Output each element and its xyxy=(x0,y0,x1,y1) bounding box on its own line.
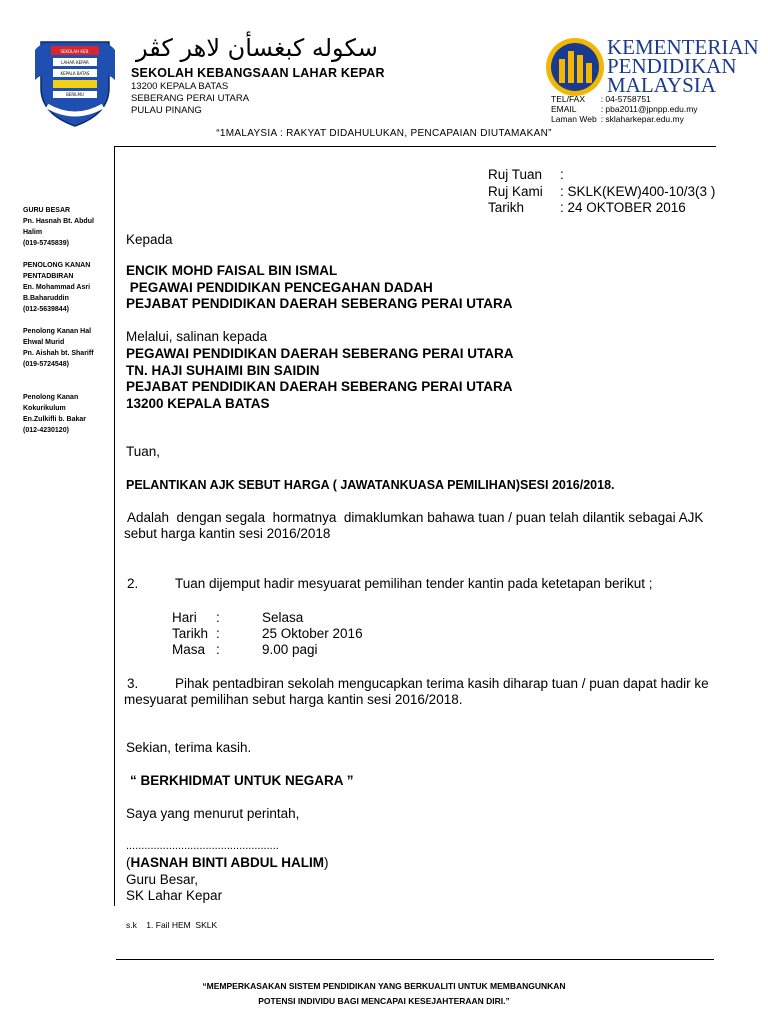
ministry-line-2: PENDIDIKAN xyxy=(607,54,737,78)
sidebar-phone: (012-5639844) xyxy=(23,306,69,313)
para2-text: Tuan dijemput hadir mesyuarat pemilihan tender kantin pada ketetapan berikut ; xyxy=(175,576,653,591)
crest-text-4: BERILMU xyxy=(66,92,84,97)
recipient-block xyxy=(126,263,513,313)
ministry-name xyxy=(607,35,759,97)
sidebar-name: Pn. Hasnah Bt. Abdul Halim xyxy=(23,218,94,236)
meeting-label: Hari xyxy=(172,610,197,625)
signer-school: SK Lahar Kepar xyxy=(126,888,223,903)
meeting-value: Selasa xyxy=(262,610,304,625)
sidebar-entry xyxy=(23,392,103,436)
school-crest-icon xyxy=(33,36,117,128)
para3-line-2: mesyuarat pemilihan sebut harga kantin sesi 2016/2018. xyxy=(124,692,463,707)
signer-paren-close: ) xyxy=(324,855,329,870)
sk-note: s.k 1. Fail HEM SKLK xyxy=(126,920,218,930)
contact-label: Laman Web xyxy=(551,114,597,124)
reference-block xyxy=(488,167,715,217)
sidebar-phone: (019-5724548) xyxy=(23,361,69,368)
sign-off: Saya yang menurut perintah, xyxy=(126,806,300,821)
subject-line: PELANTIKAN AJK SEBUT HARGA ( JAWATANKUASA PEMILIHAN)SESI 2016/2018. xyxy=(126,478,615,492)
meeting-sep: : xyxy=(216,626,220,641)
cc-block xyxy=(126,346,514,412)
school-name: SEKOLAH KEBANGSAAN LAHAR KEPAR xyxy=(131,66,385,80)
signer-title: Guru Besar, xyxy=(126,871,199,887)
sidebar-entry xyxy=(23,260,103,315)
address-line-2: SEBERANG PERAI UTARA xyxy=(131,93,250,104)
sidebar-name: Pn. Aishah bt. Shariff xyxy=(23,350,94,357)
para1-line-1: Adalah dengan segala hormatnya dimaklumkan bahawa tuan / puan telah dilantik sebagai AJK xyxy=(124,510,704,525)
para1-line-2: sebut harga kantin sesi 2016/2018 xyxy=(124,526,331,541)
meeting-sep: : xyxy=(216,642,220,657)
cc-line: 13200 KEPALA BATAS xyxy=(126,395,270,411)
ref-label: Ruj Tuan xyxy=(488,167,543,182)
sidebar-entry xyxy=(23,326,103,370)
recipient-line: PEGAWAI PENDIDIKAN PENCEGAHAN DADAH xyxy=(126,279,433,295)
footer-line-1: “MEMPERKASAKAN SISTEM PENDIDIKAN YANG BERKUALITI UNTUK MEMBANGUNKAN xyxy=(202,981,566,991)
contact-label: EMAIL xyxy=(551,104,577,114)
recipient-line: PEJABAT PENDIDIKAN DAERAH SEBERANG PERAI UTARA xyxy=(126,296,513,311)
meeting-label: Tarikh xyxy=(172,626,209,641)
para3-text: Pihak pentadbiran sekolah mengucapkan terima kasih diharap tuan / puan dapat hadir ke xyxy=(175,676,709,691)
header-divider xyxy=(114,146,716,147)
crest-text-3: KEPALA BATAS xyxy=(60,71,90,76)
crest-text-2: LAHAR KEPAR xyxy=(61,60,89,65)
para3-number: 3. xyxy=(127,676,139,691)
cc-line: PEGAWAI PENDIDIKAN DAERAH SEBERANG PERAI UTARA xyxy=(126,346,514,361)
sidebar-phone: (019-5745839) xyxy=(23,240,69,247)
contact-value: : sklaharkepar.edu.my xyxy=(600,114,684,124)
meeting-sep: : xyxy=(216,610,220,625)
kpm-logo-icon xyxy=(545,37,605,97)
meeting-details xyxy=(172,610,363,658)
closing: Sekian, terima kasih. xyxy=(126,740,252,755)
footer-line-2: POTENSI INDIVIDU BAGI MENCAPAI KESEJAHTERAAN DIRI.” xyxy=(258,996,510,1006)
sidebar-phone: (012-4230120) xyxy=(23,427,69,434)
school-name-jawi: سکوله کبغسأن لاهر کڤر xyxy=(136,34,378,62)
contact-label: TEL/FAX xyxy=(551,94,586,104)
footer-quote xyxy=(0,979,768,1009)
sidebar-title: Penolong Kanan Hal Ehwal Murid xyxy=(23,328,92,346)
signer-name: HASNAH BINTI ABDUL HALIM xyxy=(130,855,324,870)
address-line-3: PULAU PINANG xyxy=(131,105,202,116)
signer-paren-open: ( xyxy=(126,855,131,870)
meeting-label: Masa xyxy=(172,642,206,657)
footer-divider xyxy=(116,959,714,960)
contact-value: : pba2011@jpnpp.edu.my xyxy=(600,104,698,114)
ministry-line-1: KEMENTERIAN xyxy=(607,35,759,59)
cc-line: PEJABAT PENDIDIKAN DAERAH SEBERANG PERAI UTARA xyxy=(126,379,513,394)
sidebar-title: PENOLONG KANAN PENTADBIRAN xyxy=(23,262,91,280)
sidebar-name: En.Zulkifli b. Bakar xyxy=(23,416,87,423)
sidebar-divider xyxy=(114,146,115,906)
ref-value: : xyxy=(560,167,564,182)
ref-label: Tarikh xyxy=(488,200,525,215)
signer-block xyxy=(126,855,329,905)
sidebar-entry xyxy=(23,205,103,249)
signature-dots: .................................................. xyxy=(126,840,279,852)
ref-value: : SKLK(KEW)400-10/3(3 ) xyxy=(560,183,716,199)
sidebar-name: En. Mohammad Asri B.Baharuddin xyxy=(23,284,91,302)
ref-value: : 24 OKTOBER 2016 xyxy=(560,200,686,215)
recipient-line: ENCIK MOHD FAISAL BIN ISMAL xyxy=(126,263,338,278)
sidebar-title: Penolong Kanan Kokurikulum xyxy=(23,394,79,412)
slogan: “ BERKHIDMAT UNTUK NEGARA ” xyxy=(130,773,354,788)
para2-number: 2. xyxy=(127,576,139,591)
cc-line: TN. HAJI SUHAIMI BIN SAIDIN xyxy=(126,362,320,378)
to-label: Kepada xyxy=(126,232,173,247)
meeting-value: 25 Oktober 2016 xyxy=(262,626,363,641)
ministry-line-3: MALAYSIA xyxy=(607,73,716,97)
address-line-1: 13200 KEPALA BATAS xyxy=(131,81,229,92)
motto: “1MALAYSIA : RAKYAT DIDAHULUKAN, PENCAPAIAN DIUTAMAKAN” xyxy=(216,128,552,139)
contact-value: : 04-5758751 xyxy=(600,94,651,104)
ref-label: Ruj Kami xyxy=(488,183,543,199)
paragraph-2 xyxy=(124,576,724,592)
salutation: Tuan, xyxy=(126,444,161,459)
contact-table xyxy=(551,94,702,124)
meeting-value: 9.00 pagi xyxy=(262,642,318,657)
cc-label: Melalui, salinan kepada xyxy=(126,329,268,344)
crest-text-1: SEKOLAH KEB. xyxy=(60,49,90,54)
paragraph-1 xyxy=(124,510,724,542)
sidebar-title: GURU BESAR xyxy=(23,207,71,214)
paragraph-3 xyxy=(124,676,724,708)
